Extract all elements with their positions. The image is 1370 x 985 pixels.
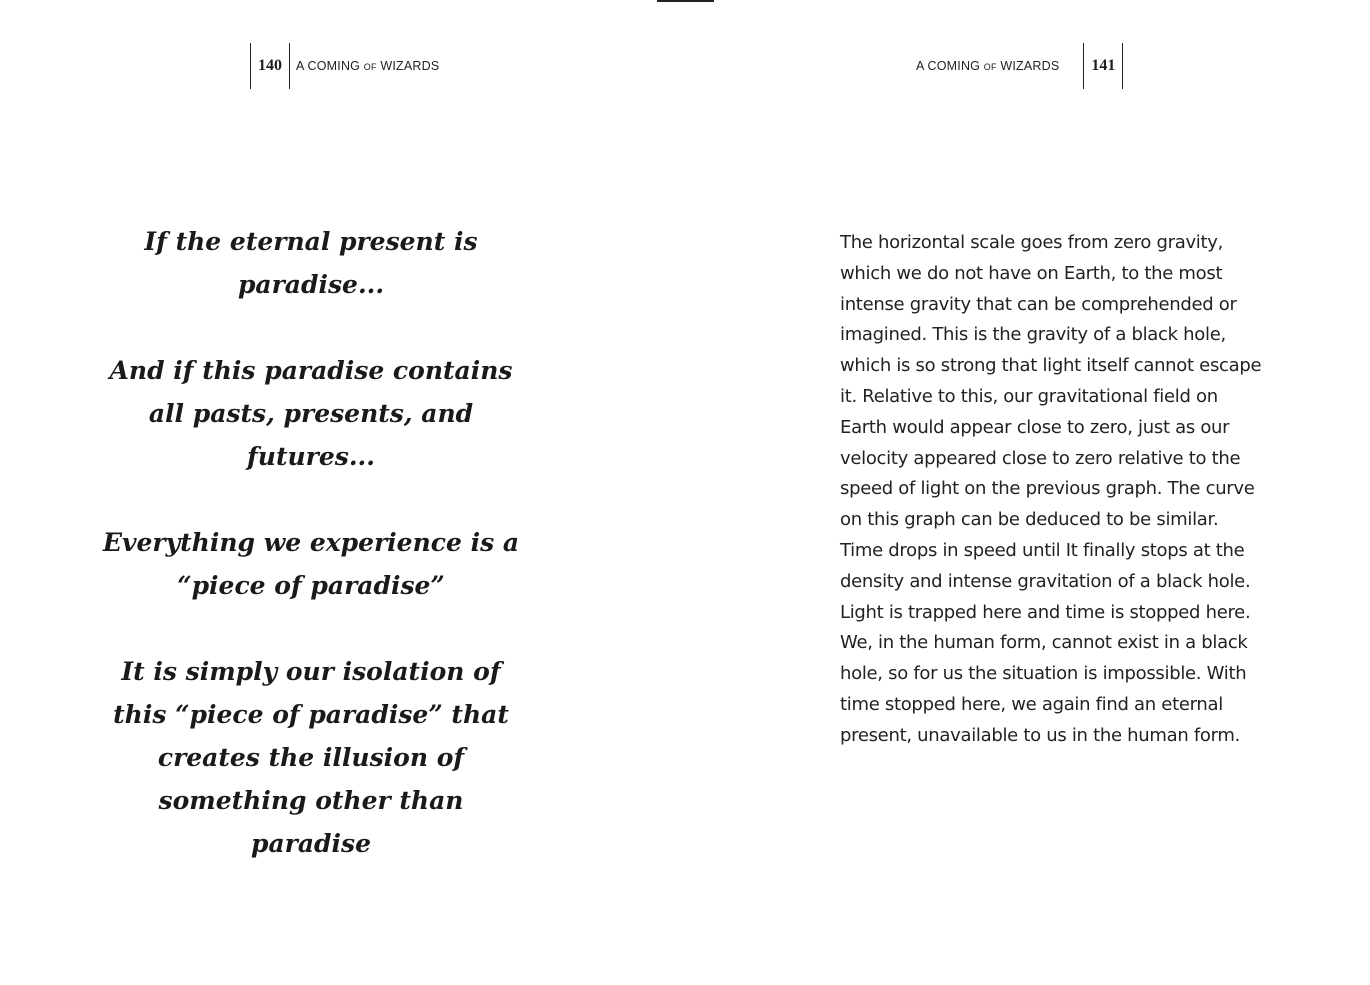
body-paragraph: The horizontal scale goes from zero gravity, which we do not have on Earth, to the most intense gravity that can be comprehended or imagined. This is the gravity of a black hole, which is so strong that light itself cannot escape it. Relative to this, our gravitational field on Earth would appear close to zero, just as our velocity appeared close to zero relative to the speed of light on the previous graph. The curve on this graph can be deduced to be similar. Time drops in speed until It finally stops at the density and intense gravitation of a black hole. Light is trapped here and time is stopped here. We, in the human form, cannot exist in a black hole, so for us the situation is impossible. With time stopped here, we again find an eternal present, unavailable to us in the human form. (840, 232, 1262, 746)
page-number: 141 (1091, 57, 1116, 74)
right-running-head (910, 43, 1123, 89)
verse-3: Everything we experience is a “piece of paradise” (102, 528, 520, 600)
book-title: A COMING OF WIZARDS (296, 58, 440, 73)
book-title: A COMING OF WIZARDS (916, 58, 1060, 73)
header-rule (1122, 43, 1123, 89)
page-number: 140 (258, 57, 282, 74)
verse-4: It is simply our isolation of this “piece of paradise” that creates the illusion of something other than paradise (113, 657, 509, 858)
verse-2: And if this paradise contains all pasts, presents, and futures... (109, 356, 513, 471)
left-running-head (250, 43, 445, 89)
right-page (685, 0, 1370, 985)
verse-block (100, 220, 522, 908)
verse-1: If the eternal present is paradise... (144, 227, 478, 299)
